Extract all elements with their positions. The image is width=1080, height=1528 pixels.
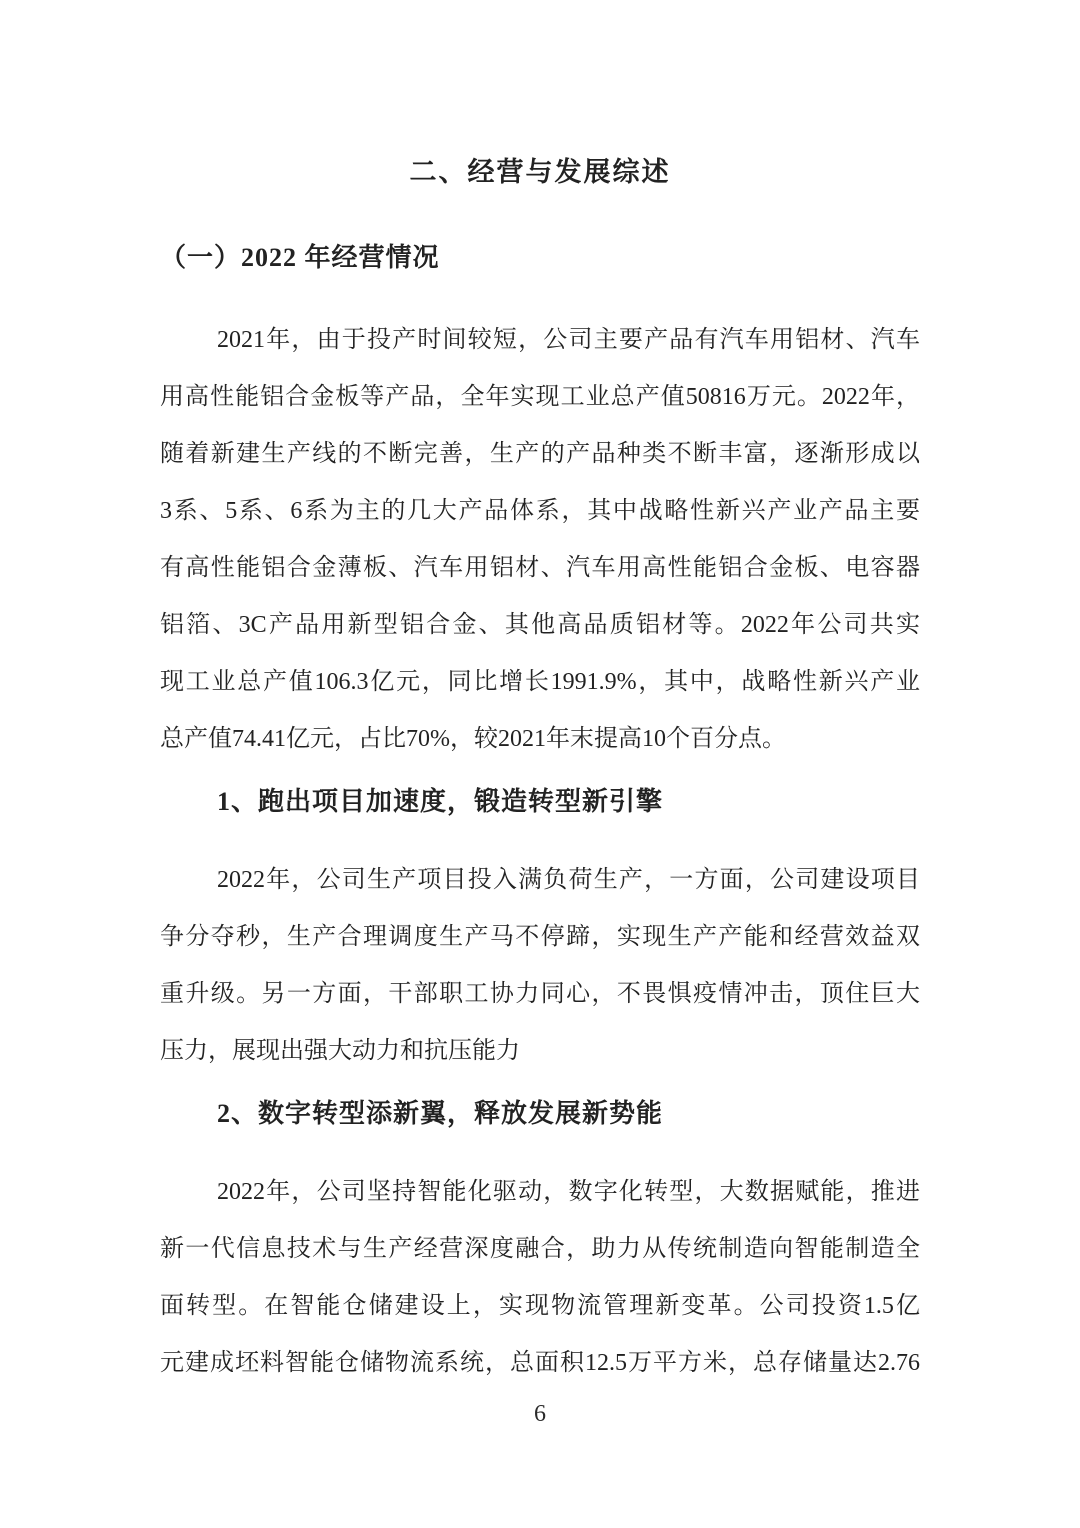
doc-title: 二、经营与发展综述 [409, 157, 671, 187]
document-body [160, 238, 920, 1392]
paragraph [160, 852, 920, 1080]
page-footer [0, 1398, 1080, 1430]
text-line: 总产值74.41亿元，占比70%，较2021年末提高10个百分点。 [160, 726, 786, 752]
paragraph [160, 312, 920, 768]
paragraph [160, 1164, 920, 1392]
text-line: 3系、5系、6系为主的几大产品体系，其中战略性新兴产业产品主要 [160, 498, 920, 524]
document-content [160, 0, 920, 1392]
text-line: 2021年，由于投产时间较短，公司主要产品有汽车用铝材、汽车 [217, 327, 920, 353]
text-line: 铝箔、3C产品用新型铝合金、其他高品质铝材等。2022年公司共实 [160, 612, 920, 638]
text-line: 新一代信息技术与生产经营深度融合，助力从传统制造向智能制造全 [160, 1236, 920, 1262]
subsection-heading: 1、跑出项目加速度，锻造转型新引擎 [217, 787, 664, 816]
text-line: 用高性能铝合金板等产品，全年实现工业总产值50816万元。2022年， [160, 384, 920, 410]
text-line: 2022年，公司坚持智能化驱动，数字化转型，大数据赋能，推进 [217, 1179, 920, 1205]
text-line: 有高性能铝合金薄板、汽车用铝材、汽车用高性能铝合金板、电容器 [160, 555, 920, 581]
text-line: 随着新建生产线的不断完善，生产的产品种类不断丰富，逐渐形成以 [160, 441, 920, 467]
text-line: 压力，展现出强大动力和抗压能力 [160, 1038, 520, 1064]
text-line: 面转型。在智能仓储建设上，实现物流管理新变革。公司投资1.5亿 [160, 1293, 920, 1319]
subsection-heading: 2、数字转型添新翼，释放发展新势能 [217, 1099, 664, 1128]
section-heading: （一）2022 年经营情况 [160, 243, 440, 272]
text-line: 争分夺秒，生产合理调度生产马不停蹄，实现生产产能和经营效益双 [160, 924, 920, 950]
text-line: 2022年，公司生产项目投入满负荷生产，一方面，公司建设项目 [217, 867, 920, 893]
text-line: 元建成坯料智能仓储物流系统，总面积12.5万平方米，总存储量达2.76 [160, 1350, 920, 1376]
text-line: 重升级。另一方面，干部职工协力同心，不畏惧疫情冲击，顶住巨大 [160, 981, 920, 1007]
page-number: 6 [534, 1401, 546, 1427]
text-line: 现工业总产值106.3亿元，同比增长1991.9%，其中，战略性新兴产业 [160, 669, 920, 695]
